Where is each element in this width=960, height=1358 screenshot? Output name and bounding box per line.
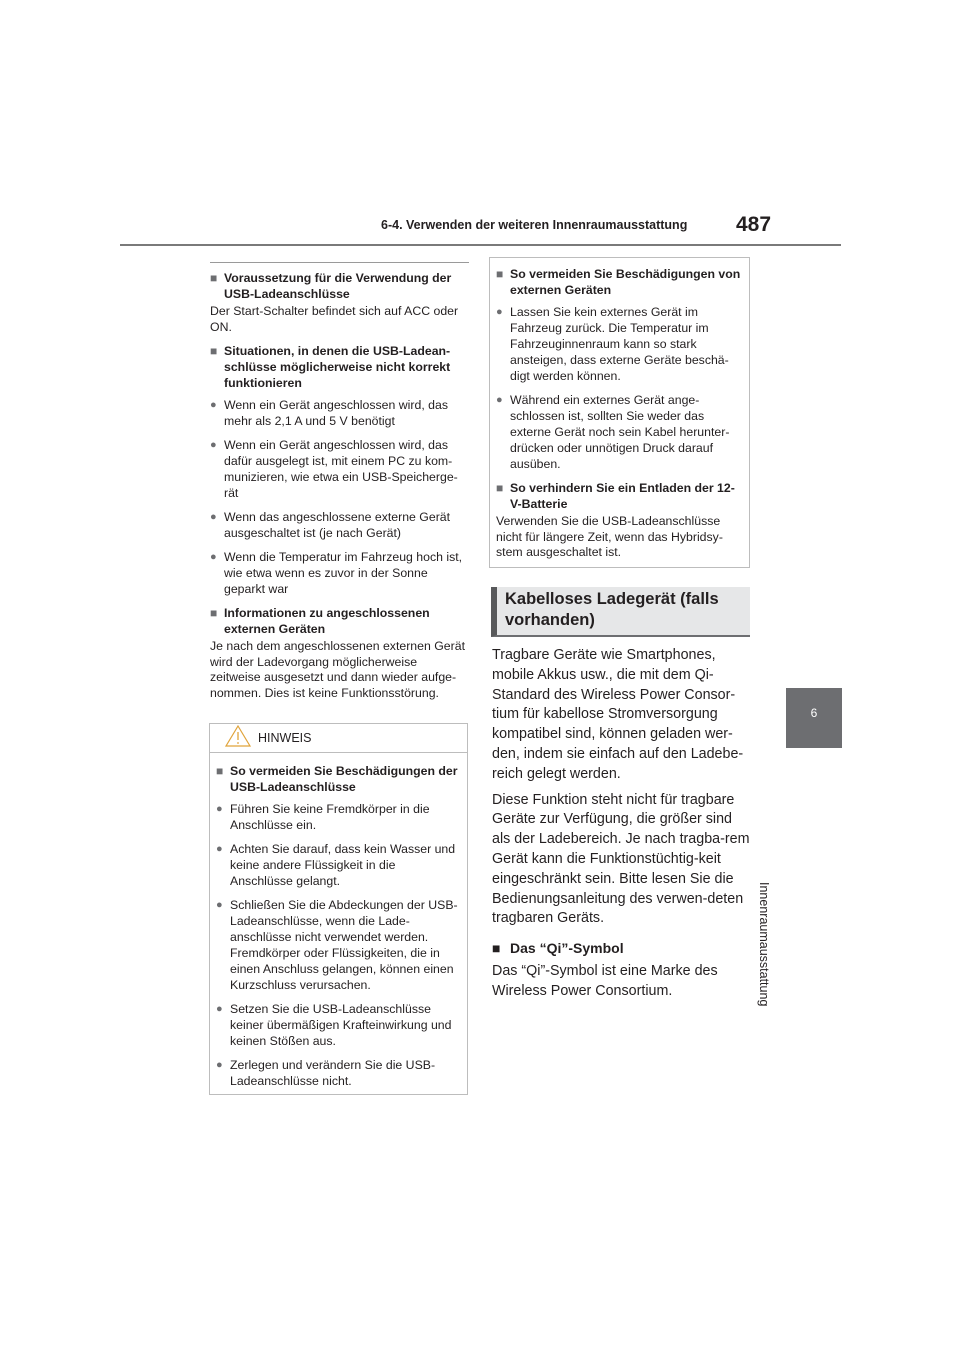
circle-bullet-icon: ●: [496, 394, 503, 406]
paragraph: Je nach dem angeschlossenen externen Gerät wird der Ladevorgang möglicherweise zeitweise ausgesetzt und dann wieder aufge-nommen. Dies ist keine Funktionsstörung.: [210, 639, 465, 700]
chapter-tab: [786, 688, 842, 748]
circle-bullet-icon: ●: [216, 899, 223, 911]
subsection-heading: ■ Informationen zu angeschlossenen externen Geräten: [210, 606, 430, 636]
square-bullet-icon: ■: [210, 606, 218, 620]
square-bullet-icon: ■: [492, 940, 501, 957]
square-bullet-icon: ■: [210, 271, 218, 285]
section-title: 6-4. Verwenden der weiteren Innenraumausstattung: [381, 218, 688, 232]
list-item: ● Schließen Sie die Abdeckungen der USB-Ladeanschlüsse, wenn die Lade-anschlüsse nicht verwendet werden. Fremdkörper oder Flüssigkeiten, die in einen Anschluss gelangen, können einen Kurzschluss verursachen.: [216, 898, 458, 992]
header-divider: [120, 244, 841, 246]
list-item: ● Zerlegen und verändern Sie die USB-Ladeanschlüsse nicht.: [216, 1058, 436, 1088]
list-item: ● Wenn die Temperatur im Fahrzeug hoch ist, wie etwa wenn es zuvor in der Sonne geparkt war: [210, 550, 463, 596]
notice-box: [209, 723, 468, 1095]
circle-bullet-icon: ●: [210, 439, 217, 451]
circle-bullet-icon: ●: [216, 1059, 223, 1071]
list-item: ● Achten Sie darauf, dass kein Wasser und keine andere Flüssigkeit in die Anschlüsse gelangt.: [216, 842, 456, 888]
subsection-heading: ■ So verhindern Sie ein Entladen der 12-V-Batterie: [496, 481, 735, 511]
subsection-heading: ■ So vermeiden Sie Beschädigungen der USB-Ladeanschlüsse: [216, 764, 458, 794]
circle-bullet-icon: ●: [210, 399, 217, 411]
list-item: ● Während ein externes Gerät ange-schlossen ist, sollten Sie weder das externe Gerät noch sein Kabel herunter-drücken oder unnötigen Druck darauf ausüben.: [496, 393, 730, 471]
list-item: ● Wenn ein Gerät angeschlossen wird, das dafür ausgelegt ist, mit einem PC zu kom-munizieren, wie etwa ein USB-Speicherge-rät: [210, 438, 458, 500]
paragraph: Tragbare Geräte wie Smartphones, mobile Akkus usw., die mit dem Qi-Standard des Wireless Power Consor-tium für kabellose Stromversorgung kompatibel sind, können geladen wer-den, indem sie einfach auf den Ladebe-reich gelegt werden.: [492, 647, 744, 782]
list-item: ● Setzen Sie die USB-Ladeanschlüsse keiner übermäßigen Krafteinwirkung und keinen Stößen aus.: [216, 1002, 452, 1048]
notice-header: [210, 724, 467, 753]
subsection-heading: ■ Situationen, in denen die USB-Ladean-schlüsse möglicherweise nicht korrekt funktionieren: [210, 344, 451, 390]
paragraph: Diese Funktion steht nicht für tragbare Geräte zur Verfügung, die größer sind als der Ladebereich. Je nach tragba-rem Gerät kann die Funktionstüchtig-keit eingeschränkt sein. Bitte lesen Sie die Bedienungsanleitung des verwen-deten tragbaren Geräts.: [492, 791, 750, 927]
circle-bullet-icon: ●: [210, 551, 217, 563]
circle-bullet-icon: ●: [216, 803, 223, 815]
left-column-rule: [210, 262, 469, 263]
page-number: 487: [736, 213, 772, 236]
subsection-heading: ■ Voraussetzung für die Verwendung der USB-Ladeanschlüsse: [210, 271, 452, 301]
notice-continuation-box: [489, 257, 750, 568]
chapter-label: Innenraumausstattung: [757, 882, 771, 1007]
notice-title: HINWEIS: [258, 731, 312, 745]
square-bullet-icon: ■: [496, 267, 504, 281]
circle-bullet-icon: ●: [210, 511, 217, 523]
circle-bullet-icon: ●: [216, 1003, 223, 1015]
square-bullet-icon: ■: [216, 764, 224, 778]
square-bullet-icon: ■: [210, 344, 218, 358]
notice-body: [210, 753, 467, 1101]
paragraph: Verwenden Sie die USB-Ladeanschlüsse nicht für längere Zeit, wenn das Hybridsy-stem ausgeschaltet ist.: [496, 514, 723, 559]
circle-bullet-icon: ●: [216, 843, 223, 855]
paragraph: Das “Qi”-Symbol ist eine Marke des Wireless Power Consortium.: [492, 963, 718, 999]
square-bullet-icon: ■: [496, 481, 504, 495]
list-item: ● Führen Sie keine Fremdkörper in die Anschlüsse ein.: [216, 802, 430, 832]
paragraph: Der Start-Schalter befindet sich auf ACC oder ON.: [210, 304, 459, 334]
subsection-heading: ■ So vermeiden Sie Beschädigungen von externen Geräten: [496, 267, 741, 297]
chapter-number: 6: [810, 706, 818, 720]
left-column: [210, 262, 469, 709]
subsection-heading: ■ Das “Qi”-Symbol: [492, 940, 624, 957]
section-heading: Kabelloses Ladegerät (falls vorhanden): [491, 587, 750, 637]
list-item: ● Wenn das angeschlossene externe Gerät ausgeschaltet ist (je nach Gerät): [210, 510, 451, 540]
right-column-text: [492, 646, 752, 1008]
warning-triangle-icon: [224, 724, 256, 752]
circle-bullet-icon: ●: [496, 306, 503, 318]
list-item: ● Wenn ein Gerät angeschlossen wird, das mehr als 2,1 A und 5 V benötigt: [210, 398, 448, 428]
list-item: ● Lassen Sie kein externes Gerät im Fahrzeug zurück. Die Temperatur im Fahrzeuginnenraum kann so stark ansteigen, dass externe Geräte beschä-digt werden können.: [496, 305, 729, 383]
